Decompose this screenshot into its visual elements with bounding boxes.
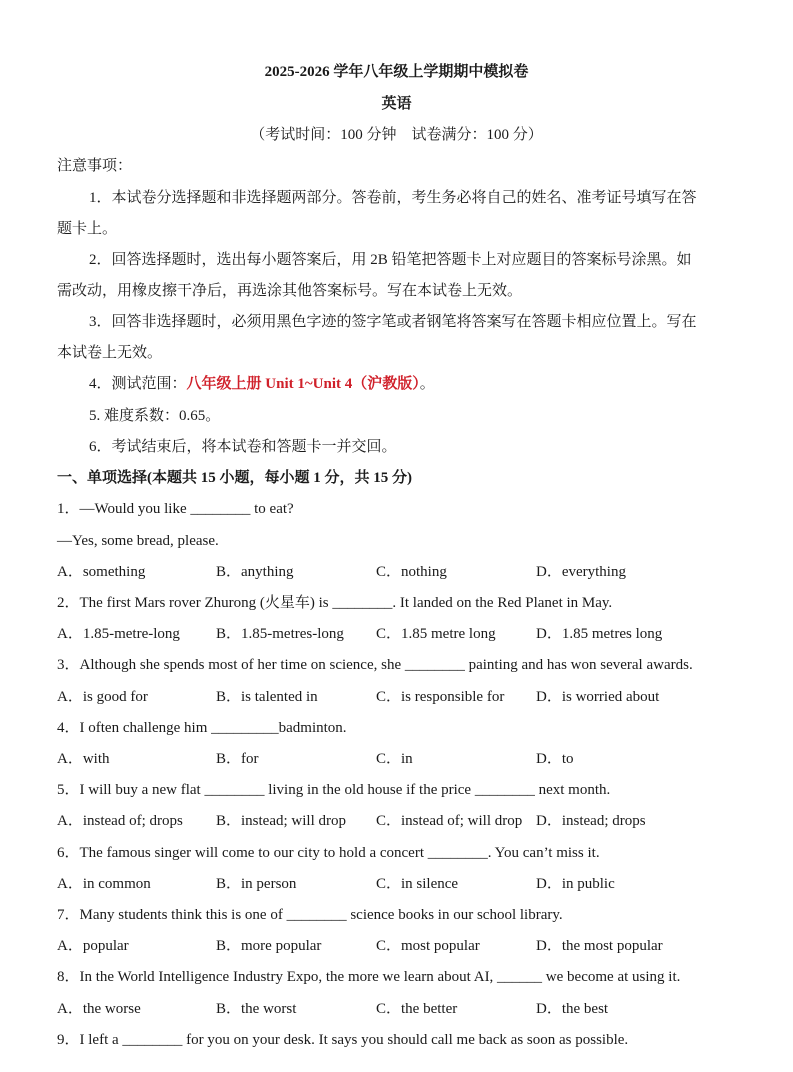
q1-option-a: A．something (57, 564, 146, 580)
q2-option-c: C．1.85 metre long (376, 626, 496, 642)
q4-option-b: B．for (216, 751, 259, 767)
q7-option-c: C．most popular (376, 938, 480, 954)
note-5: 5. 难度系数：0.65。 (89, 408, 221, 424)
question-1-answer: —Yes, some bread, please. (57, 533, 219, 549)
exam-info: （考试时间：100 分钟 试卷满分：100 分） (250, 127, 543, 143)
q8-option-c: C．the better (376, 1001, 458, 1017)
note-1-line-1: 1．本试卷分选择题和非选择题两部分。答卷前，考生务必将自己的姓名、准考证号填写在答 (89, 190, 697, 206)
q4-option-d: D．to (536, 751, 574, 767)
q8-option-d: D．the best (536, 1001, 609, 1017)
q7-option-b: B．more popular (216, 938, 322, 954)
q1-option-c: C．nothing (376, 564, 447, 580)
q5-option-b: B．instead; will drop (216, 813, 346, 829)
q5-option-d: D．instead; drops (536, 813, 646, 829)
question-5-stem: 5．I will buy a new flat ________ living in the old house if the price ________ next month. (57, 782, 611, 798)
q8-option-b: B．the worst (216, 1001, 297, 1017)
q1-option-d: D．everything (536, 564, 626, 580)
note-4-prefix: 4．测试范围： (89, 376, 187, 392)
q2-option-a: A．1.85-metre-long (57, 626, 180, 642)
q6-option-c: C．in silence (376, 876, 459, 892)
q7-option-d: D．the most popular (536, 938, 663, 954)
exam-title: 2025-2026 学年八年级上学期期中模拟卷 (264, 64, 529, 80)
test-scope: 八年级上册 Unit 1~Unit 4（沪教版） (186, 376, 420, 392)
note-4 (89, 374, 435, 394)
q8-option-a: A．the worse (57, 1001, 141, 1017)
note-3-line-1: 3．回答非选择题时，必须用黑色字迹的签字笔或者钢笔将答案写在答题卡相应位置上。写在 (89, 314, 697, 330)
subject-title: 英语 (381, 96, 412, 112)
question-6-stem: 6．The famous singer will come to our city to hold a concert ________. You can’t miss it. (57, 845, 600, 861)
q3-option-d: D．is worried about (536, 689, 660, 705)
q2-option-b: B．1.85-metres-long (216, 626, 344, 642)
q4-option-c: C．in (376, 751, 413, 767)
q4-option-a: A．with (57, 751, 110, 767)
q3-option-b: B．is talented in (216, 689, 318, 705)
note-2-line-2: 需改动，用橡皮擦干净后，再选涂其他答案标号。写在本试卷上无效。 (57, 283, 523, 299)
question-2-stem: 2．The first Mars rover Zhurong (火星车) is ________. It landed on the Red Planet in May. (57, 595, 613, 611)
note-4-suffix: 。 (419, 376, 435, 392)
note-2-line-1: 2．回答选择题时，选出每小题答案后，用 2B 铅笔把答题卡上对应题目的答案标号涂黑。如 (89, 252, 692, 268)
q6-option-a: A．in common (57, 876, 151, 892)
q5-option-c: C．instead of; will drop (376, 813, 523, 829)
note-3-line-2: 本试卷上无效。 (57, 345, 163, 361)
q3-option-a: A．is good for (57, 689, 148, 705)
q7-option-a: A．popular (57, 938, 129, 954)
note-6: 6．考试结束后，将本试卷和答题卡一并交回。 (89, 439, 397, 455)
q5-option-a: A．instead of; drops (57, 813, 183, 829)
question-3-stem: 3．Although she spends most of her time on science, she ________ painting and has won several awards. (57, 657, 693, 673)
q6-option-d: D．in public (536, 876, 615, 892)
q1-option-b: B．anything (216, 564, 294, 580)
question-4-stem: 4．I often challenge him _________badminton. (57, 720, 347, 736)
note-1-line-2: 题卡上。 (57, 221, 118, 237)
section-title: 一、单项选择(本题共 15 小题，每小题 1 分，共 15 分) (57, 470, 412, 486)
question-7-stem: 7．Many students think this is one of ________ science books in our school library. (57, 907, 563, 923)
question-8-stem: 8．In the World Intelligence Industry Expo, the more we learn about AI, ______ we become at using it. (57, 969, 681, 985)
q3-option-c: C．is responsible for (376, 689, 505, 705)
q6-option-b: B．in person (216, 876, 297, 892)
notes-heading: 注意事项： (57, 158, 133, 174)
question-1-stem: 1．—Would you like ________ to eat? (57, 501, 294, 517)
q2-option-d: D．1.85 metres long (536, 626, 663, 642)
question-9-stem: 9．I left a ________ for you on your desk. It says you should call me back as soon as possible. (57, 1032, 629, 1048)
